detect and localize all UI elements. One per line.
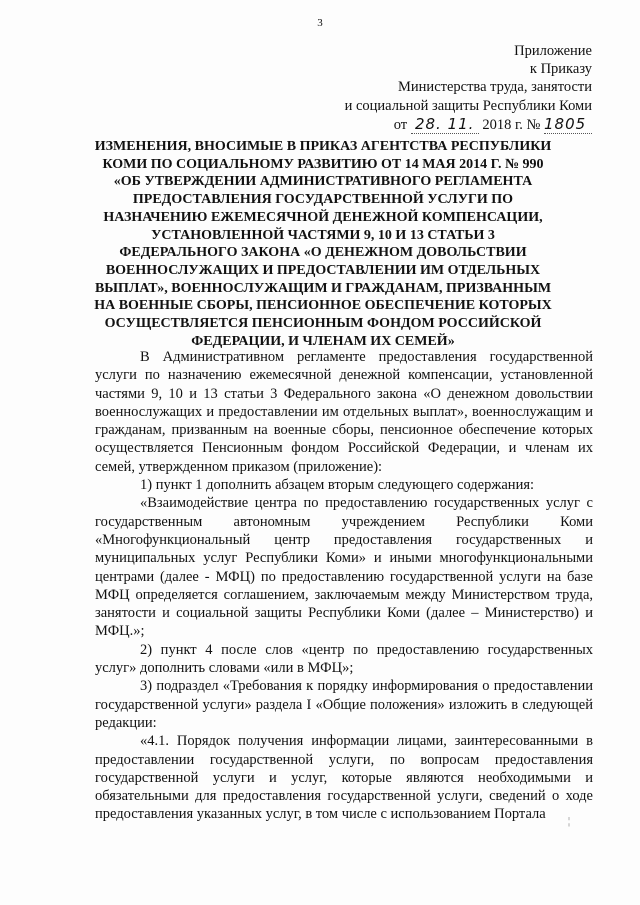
appendix-line-3: Министерства труда, занятости bbox=[398, 79, 592, 96]
appendix-date-line bbox=[345, 115, 592, 134]
paragraph: 1) пункт 1 дополнить абзацем вторым следующего содержания: bbox=[140, 477, 535, 494]
appendix-line-2: к Приказу bbox=[529, 61, 592, 78]
paragraph: 3) подраздел «Требования к порядку информирования о предоставлении государственной услуги» раздела I «Общие положения» изложить в следующей редакции: bbox=[95, 678, 593, 731]
document-title: ИЗМЕНЕНИЯ, ВНОСИМЫЕ В ПРИКАЗ АГЕНТСТВА РЕСПУБЛИКИ КОМИ ПО СОЦИАЛЬНОМУ РАЗВИТИЮ ОТ 14 МАЯ 2014 Г. № 990 «ОБ УТВЕРЖДЕНИИ АДМИНИСТРАТИВНОГО РЕГЛАМЕНТА ПРЕДОСТАВЛЕНИЯ ГОСУДАРСТВЕННОЙ УСЛУГИ ПО НАЗНАЧЕНИЮ ЕЖЕМЕСЯЧНОЙ ДЕНЕЖНОЙ КОМПЕНСАЦИИ, УСТАНОВЛЕННОЙ ЧАСТЯМИ 9, 10 И 13 СТАТЬИ 3 ФЕДЕРАЛЬНОГО ЗАКОНА «О ДЕНЕЖНОМ ДОВОЛЬСТВИИ ВОЕННОСЛУЖАЩИХ И ПРЕДОСТАВЛЕНИИ ИМ ОТДЕЛЬНЫХ ВЫПЛАТ», ВОЕННОСЛУЖАЩИМ И ГРАЖДАНАМ, ПРИЗВАННЫМ НА ВОЕННЫЕ СБОРЫ, ПЕНСИОННОЕ ОБЕСПЕЧЕНИЕ КОТОРЫХ ОСУЩЕСТВЛЯЕТСЯ ПЕНСИОННЫМ ФОНДОМ РОССИЙСКОЙ ФЕДЕРАЦИИ, И ЧЛЕНАМ ИХ СЕМЕЙ» bbox=[94, 139, 552, 349]
appendix-line-4: и социальной защиты Республики Коми bbox=[344, 97, 592, 114]
document-body bbox=[95, 348, 593, 824]
paragraph: 2) пункт 4 после слов «центр по предоставлению государственных услуг» дополнить словами «или в МФЦ»; bbox=[95, 641, 593, 677]
appendix-line-1: Приложение bbox=[514, 43, 592, 59]
page-number: 3 bbox=[317, 17, 323, 29]
appendix-block bbox=[345, 42, 592, 134]
date-prefix: от bbox=[393, 116, 408, 133]
margin-mark: ¦ bbox=[568, 816, 571, 827]
paragraph: В Административном регламенте предоставления государственной услуги по назначению ежемесячной денежной компенсации, установленной частями 9, 10 и 13 статьи 3 Федерального закона «О денежном довольствии военнослужащих и предоставлении им отдельных выплат», военнослужащим и гражданам, призванным на военные сборы, пенсионное обеспечение которых осуществляется Пенсионным фондом Российской Федерации, и членам их семей, утвержденном приказом (приложение): bbox=[95, 349, 593, 475]
paragraph: «4.1. Порядок получения информации лицами, заинтересованными в предоставлении государственной услуги, по вопросам предоставления государственной услуги и услуг, которые являются необходимыми и обязательными для предоставления государственной услуги, сведений о ходе предоставления указанных услуг, в том числе с использованием Портала bbox=[95, 733, 593, 823]
paragraph: «Взаимодействие центра по предоставлению государственных услуг с государственным автономным учреждением Республики Коми «Многофункциональный центр предоставления государственных и муниципальных услуг Республики Коми» и иными многофункциональными центрами (далее - МФЦ) по предоставлению государственной услуги на базе МФЦ определяется соглашением, заключаемым между Министерством труда, занятости и социальной защиты Республики Коми (далее – Министерство) и МФЦ.»; bbox=[95, 495, 593, 640]
year-text: 2018 г. № bbox=[482, 116, 541, 133]
handwritten-order-number: 1805 bbox=[544, 115, 592, 134]
handwritten-date: 28. 11. bbox=[411, 115, 479, 134]
